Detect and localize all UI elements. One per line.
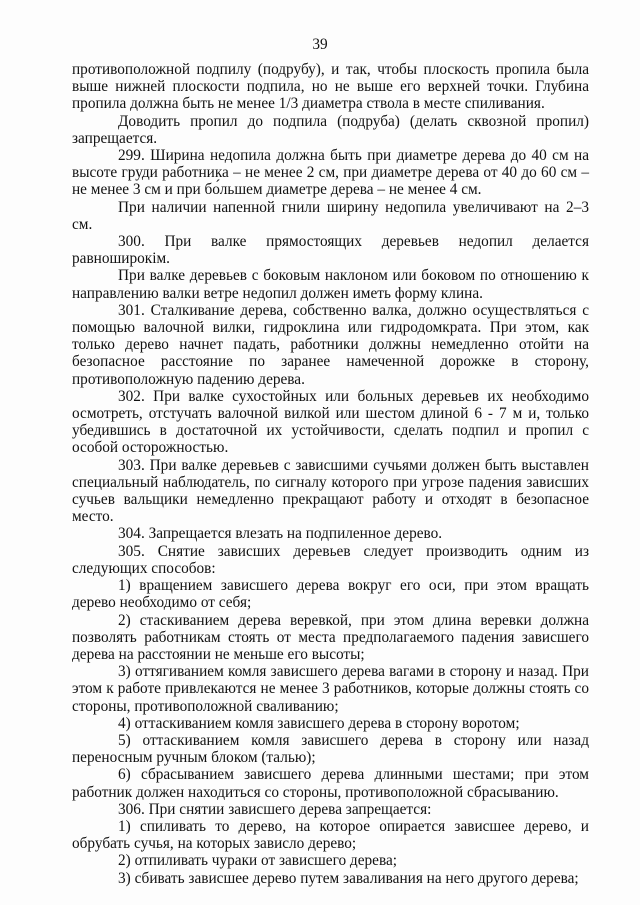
paragraph-303: 303. При валке деревьев с зависшими сучьями должен быть выставлен специальный наблюдатель, по сигналу которого при угрозе падения зависших сучьев вальщики немедленно прекращают работу и отходят в безопасное место. [72, 456, 589, 526]
list-item: 1) вращением зависшего дерева вокруг его оси, при этом вращать дерево необходимо от себя; [72, 577, 589, 612]
paragraph: Доводить пропил до подпила (подруба) (делать сквозной пропил) запрещается. [72, 112, 589, 147]
list-item: 3) сбивать зависшее дерево путем заваливания на него другого дерева; [118, 869, 579, 887]
list-item: 2) отпиливать чураки от зависшего дерева; [118, 852, 398, 870]
paragraph: При валке деревьев с боковым наклоном или боковом по отношению к направлению валки ветре недопил должен иметь форму клина. [72, 267, 589, 302]
list-item: 4) оттаскиванием комля зависшего дерева в сторону воротом; [118, 714, 520, 732]
paragraph-301: 301. Сталкивание дерева, собственно валка, должно осуществляться с помощью валочной вилки, гидроклина или гидродомкрата. При этом, как только дерево начнет падать, работники должны немедленно отойти на безопасное расстояние по заранее намеченной дорожке в сторону, противоположную падению дерева. [72, 301, 589, 388]
list-item: 2) стаскиванием дерева веревкой, при этом длина веревки должна позволять работникам стоять от места предполагаемого падения зависшего дерева на расстоянии не меньше его высоты; [72, 611, 589, 663]
paragraph-continuation: противоположной подпилу (подрубу), и так, чтобы плоскость пропила была выше нижней плоскости подпила, но не выше его верхней точки. Глубина пропила должна быть не менее 1/3 диаметра ствола в месте спиливания. [72, 61, 589, 113]
paragraph-305: 305. Снятие зависших деревьев следует производить одним из следующих способов: [72, 542, 589, 577]
list-item: 5) оттаскиванием комля зависшего дерева в сторону или назад переносным ручным блоком (талью); [72, 731, 589, 767]
paragraph-299: 299. Ширина недопила должна быть при диаметре дерева до 40 см на высоте груди работника – не менее 2 см, при диаметре дерева от 40 до 60 см – не менее 3 см и при бо́льшем диаметре дерева – не менее 4 см. [72, 147, 589, 199]
list-item: 3) оттягиванием комля зависшего дерева вагами в сторону и назад. При этом к работе привлекаются не менее 3 работников, которые должны стоять со стороны, противоположной сваливанию; [72, 663, 589, 715]
page-number: 39 [312, 36, 328, 53]
paragraph-302: 302. При валке сухостойных или больных деревьев их необходимо осмотреть, отстучать валочной вилкой или шестом длиной 6 - 7 м и, только убедившись в достаточной их устойчивости, сделать подпил и пропил с особой осторожностью. [72, 387, 589, 457]
list-item: 6) сбрасыванием зависшего дерева длинными шестами; при этом работник должен находиться со стороны, противоположной сбрасыванию. [72, 766, 589, 801]
document-body [72, 61, 589, 887]
paragraph-306: 306. При снятии зависшего дерева запрещается: [118, 800, 432, 818]
paragraph-300: 300. При валке прямостоящих деревьев недопил делается равноширокім. [72, 233, 589, 268]
paragraph: При наличии напенной гнили ширину недопила увеличивают на 2–3 см. [72, 198, 589, 233]
paragraph-304: 304. Запрещается влезать на подпиленное дерево. [118, 525, 443, 543]
list-item: 1) спиливать то дерево, на которое опирается зависшее дерево, и обрубать сучья, на которых зависло дерево; [72, 817, 589, 853]
